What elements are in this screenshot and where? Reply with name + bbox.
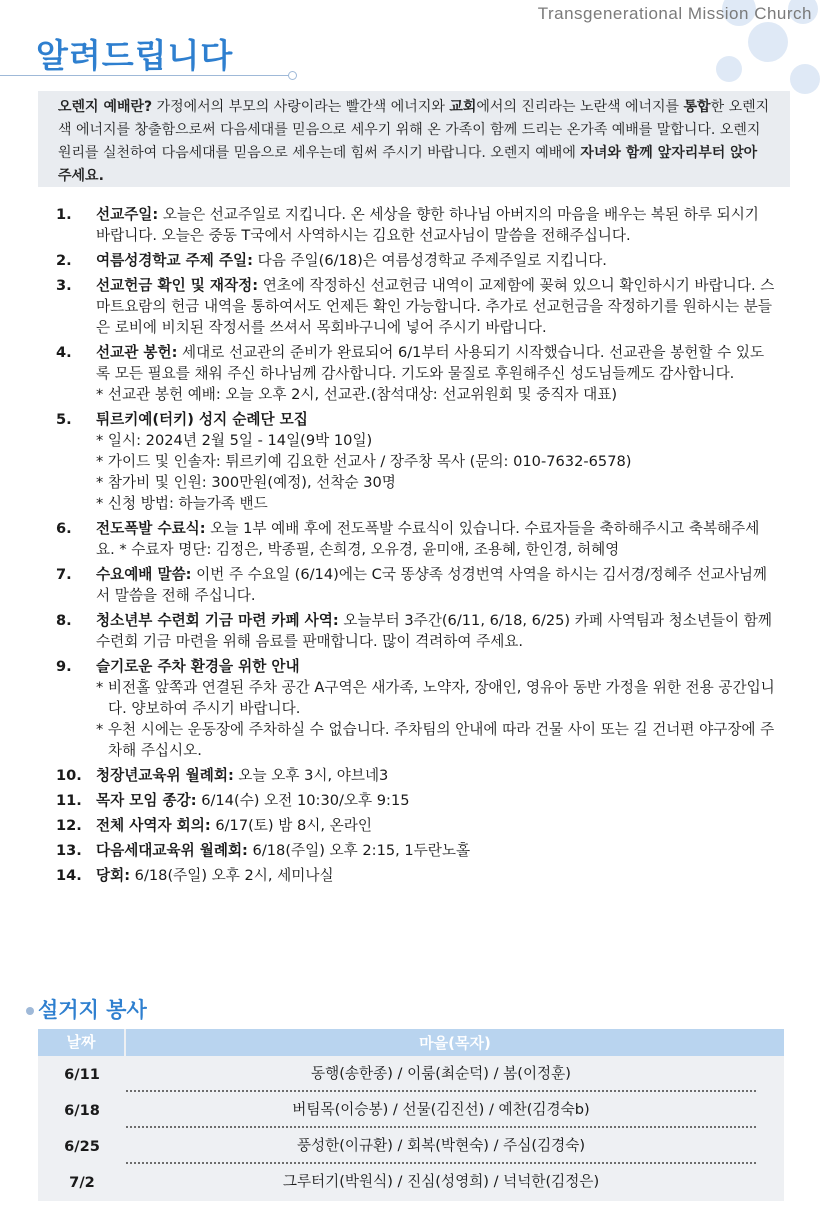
notice-subitem: * 가이드 및 인솔자: 튀르키예 김요한 선교사 / 장주창 목사 (문의: 010-7632-6578) (96, 453, 632, 470)
notice-number: 7. (56, 566, 72, 583)
row-village: 버팀목(이승봉) / 선물(김진선) / 예찬(김경숙b) (126, 1092, 756, 1128)
intro-text-2: 가정에서의 부모의 사랑이라는 빨간색 에너지와 (152, 99, 450, 115)
table-row (38, 1128, 784, 1164)
row-date: 6/11 (64, 1065, 100, 1083)
page-title: 알려드립니다 (36, 36, 234, 75)
intro-bold-5: 통합 (683, 99, 711, 115)
notice-heading: 선교헌금 확인 및 재작정: (96, 277, 259, 294)
notice-number: 5. (56, 411, 72, 428)
notice-text: 6/18(주일) 오후 2:15, 1두란노홀 (247, 842, 471, 859)
row-village: 풍성한(이규환) / 회복(박현숙) / 주심(김경숙) (126, 1128, 756, 1164)
notice-heading: 청소년부 수련회 기금 마련 카페 사역: (96, 612, 339, 629)
notice-heading: 전도폭발 수료식: (96, 520, 206, 537)
notice-heading: 선교주일: (96, 206, 159, 223)
intro-bold-7: 자녀와 함께 앞자리부터 앉아주세요. (58, 145, 758, 184)
notice-item (56, 518, 776, 560)
notice-text: 이번 주 수요일 (6/14)에는 C국 똥샹족 성경번역 사역을 하시는 김서경/정혜주 선교사님께서 말씀을 전해 주십니다. (96, 566, 768, 604)
notice-heading: 여름성경학교 주제 주일: (96, 252, 253, 269)
row-village: 동행(송한종) / 이룸(최순덕) / 봄(이정훈) (126, 1056, 756, 1092)
table-row (38, 1164, 784, 1200)
intro-bold-3: 교회 (449, 99, 477, 115)
notice-item (56, 204, 776, 246)
notice-text: 6/17(토) 밤 8시, 온라인 (210, 817, 372, 834)
notice-number: 14. (56, 867, 82, 884)
notice-item (56, 815, 776, 836)
section-bullet-icon (26, 1007, 34, 1015)
dishwashing-table (38, 1029, 784, 1201)
notice-heading: 목자 모임 종강: (96, 792, 197, 809)
column-header-date: 날짜 (38, 1029, 126, 1056)
notice-subitem: * 우천 시에는 운동장에 주차하실 수 없습니다. 주차팀의 안내에 따라 건물 사이 또는 길 건너편 야구장에 주차해 주십시오. (96, 721, 775, 759)
notice-item (56, 865, 776, 886)
notice-heading: 전체 사역자 회의: (96, 817, 211, 834)
notice-number: 1. (56, 206, 72, 223)
notice-heading: 튀르키예(터키) 성지 순례단 모집 (96, 411, 308, 428)
notice-text: 6/14(수) 오전 10:30/오후 9:15 (196, 792, 410, 809)
notice-heading: 수요예배 말씀: (96, 566, 192, 583)
row-date: 6/18 (64, 1101, 100, 1119)
notice-item (56, 409, 776, 514)
notice-item (56, 342, 776, 405)
notice-number: 4. (56, 344, 72, 361)
intro-text-4: 에서의 진리라는 노란색 에너지를 (476, 99, 684, 115)
notice-item (56, 765, 776, 786)
notice-number: 8. (56, 612, 72, 629)
notice-item (56, 610, 776, 652)
orange-worship-intro (38, 91, 790, 187)
notice-subitem: * 선교관 봉헌 예배: 오늘 오후 2시, 선교관.(참석대상: 선교위원회 및 중직자 대표) (96, 386, 618, 403)
notice-heading: 슬기로운 주차 환경을 위한 안내 (96, 658, 300, 675)
notice-text: 다음 주일(6/18)은 여름성경학교 주제주일로 지킵니다. (252, 252, 607, 269)
notice-text: 오늘은 선교주일로 지킵니다. 온 세상을 향한 하나님 아버지의 마음을 배우는 복된 하루 되시기 바랍니다. 오늘은 중동 T국에서 사역하시는 김요한 선교사님이 말씀을 전해주십니다. (96, 206, 759, 244)
row-village: 그루터기(박원식) / 진심(성영희) / 넉넉한(김정은) (282, 1173, 600, 1190)
notice-text: 오늘 오후 3시, 야브네3 (233, 767, 389, 784)
notice-heading: 청장년교육위 월례회: (96, 767, 234, 784)
notice-heading: 다음세대교육위 월례회: (96, 842, 248, 859)
row-date: 6/25 (64, 1137, 100, 1155)
notice-item (56, 790, 776, 811)
notice-item (56, 275, 776, 338)
title-underline (0, 75, 296, 76)
dishwashing-section-title (26, 994, 147, 1024)
notice-item (56, 564, 776, 606)
notice-number: 11. (56, 792, 82, 809)
notice-list (56, 204, 776, 890)
notice-number: 12. (56, 817, 82, 834)
table-row (38, 1092, 784, 1128)
dishwashing-title-text: 설거지 봉사 (38, 998, 147, 1022)
notice-number: 9. (56, 658, 72, 675)
notice-number: 2. (56, 252, 72, 269)
notice-subitem: * 참가비 및 인원: 300만원(예정), 선착순 30명 (96, 474, 396, 491)
notice-text: 6/18(주일) 오후 2시, 세미나실 (130, 867, 334, 884)
notice-heading: 당회: (96, 867, 131, 884)
notice-text: 연초에 작정하신 선교헌금 내역이 교제함에 꽂혀 있으니 확인하시기 바랍니다. 스마트요람의 헌금 내역을 통하여서도 언제든 확인 가능합니다. 추가로 선교헌금을 작정하기를 원하시는 분들은 로비에 비치된 작정서를 쓰셔서 목회바구니에 넣어 주시기 바랍니다. (96, 277, 775, 336)
notice-number: 13. (56, 842, 82, 859)
notice-text: 오늘부터 3주간(6/11, 6/18, 6/25) 카페 사역팀과 청소년들이 함께 수련회 기금 마련을 위해 음료를 판매합니다. 많이 격려하여 주세요. (96, 612, 772, 650)
intro-bold-1: 오렌지 예배란? (58, 99, 153, 115)
notice-text: 오늘 1부 예배 후에 전도폭발 수료식이 있습니다. 수료자들을 축하해주시고 축복해주세요. * 수료자 명단: 김정은, 박종필, 손희경, 오유경, 윤미애, 조용혜, 한인경, 허혜영 (96, 520, 760, 558)
intro-text-6: 한 오렌지색 에너지를 창출함으로써 다음세대를 믿음으로 세우기 위해 온 가족이 함께 드리는 온가족 예배를 말합니다. 오렌지 원리를 실천하여 다음세대를 믿음으로 세우는데 힘써 주시기 바랍니다. 오렌지 예배에 (58, 99, 770, 161)
notice-subitem: * 신청 방법: 하늘가족 밴드 (96, 495, 268, 512)
row-date: 7/2 (69, 1173, 95, 1191)
notice-item (56, 250, 776, 271)
column-header-village: 마을(목자) (419, 1034, 491, 1052)
table-row (38, 1056, 784, 1092)
church-brand: Transgenerational Mission Church (537, 4, 812, 23)
notice-number: 3. (56, 277, 72, 294)
title-underline-dot (288, 71, 297, 80)
notice-number: 10. (56, 767, 82, 784)
notice-number: 6. (56, 520, 72, 537)
notice-item (56, 840, 776, 861)
notice-subitem: * 일시: 2024년 2월 5일 - 14일(9박 10일) (96, 432, 373, 449)
table-header (38, 1029, 784, 1056)
notice-text: 세대로 선교관의 준비가 완료되어 6/1부터 사용되기 시작했습니다. 선교관을 봉헌할 수 있도록 모든 필요를 채워 주신 하나님께 감사합니다. 기도와 물질로 후원해주신 성도님들께도 감사합니다. (96, 344, 765, 382)
notice-subitem: * 비전홀 앞쪽과 연결된 주차 공간 A구역은 새가족, 노약자, 장애인, 영유아 동반 가정을 위한 전용 공간입니다. 양보하여 주시기 바랍니다. (96, 679, 775, 717)
notice-heading: 선교관 봉헌: (96, 344, 178, 361)
notice-item (56, 656, 776, 761)
